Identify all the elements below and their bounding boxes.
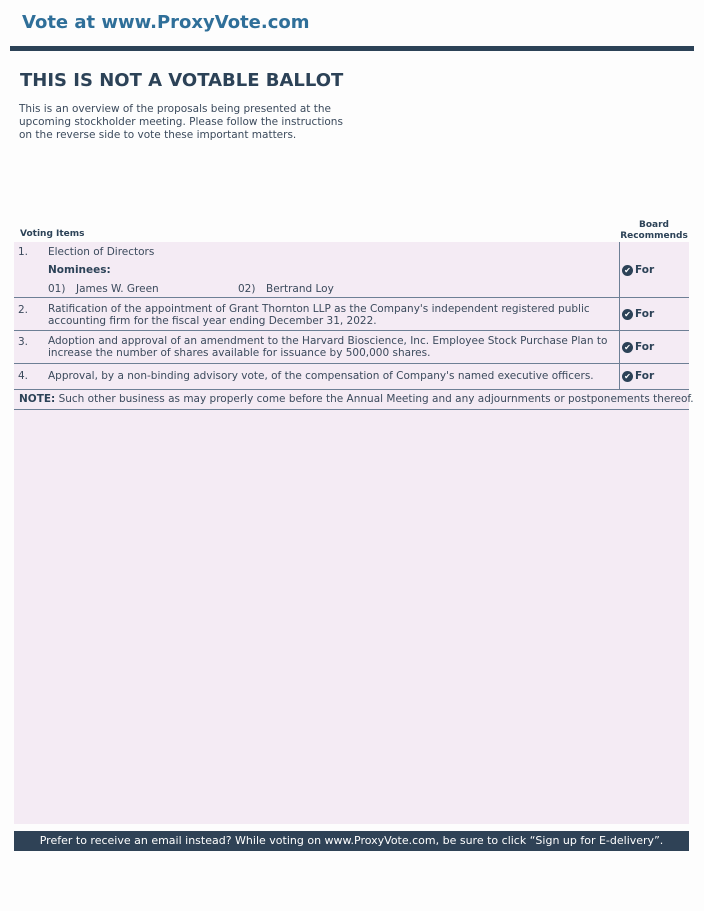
item-3-recommendation	[622, 341, 654, 353]
item-4-recommendation	[622, 370, 654, 382]
nominee-2-number: 02)	[238, 283, 256, 295]
item-3-number: 3.	[18, 336, 29, 348]
row-divider	[14, 363, 689, 364]
header-rule	[10, 46, 694, 51]
note-body: Such other business as may properly come before the Annual Meeting and any adjournments or postponements thereof.	[55, 393, 694, 405]
item-2-rec-label: For	[635, 308, 655, 320]
item-3-rec-label: For	[635, 341, 655, 353]
row-divider	[14, 330, 689, 331]
note-label: NOTE:	[19, 393, 56, 405]
item-1-rec-label: For	[635, 264, 655, 276]
row-divider	[14, 409, 689, 410]
item-2-number: 2.	[18, 304, 29, 316]
item-1-text: Election of Directors	[48, 246, 155, 258]
row-divider	[14, 389, 689, 390]
check-circle-icon: ✔	[622, 371, 633, 382]
board-recommends-line2: Recommends	[620, 231, 688, 241]
nominee-1-name: James W. Green	[76, 283, 159, 295]
check-circle-icon: ✔	[622, 309, 633, 320]
item-1-number: 1.	[18, 246, 29, 258]
item-1-recommendation	[622, 264, 654, 276]
voting-items-header: Voting Items	[20, 229, 85, 239]
nominee-2-name: Bertrand Loy	[266, 283, 334, 295]
nominee-1-number: 01)	[48, 283, 66, 295]
check-circle-icon: ✔	[622, 342, 633, 353]
ballot-heading: THIS IS NOT A VOTABLE BALLOT	[20, 70, 344, 91]
item-2-text: Ratification of the appointment of Grant Thornton LLP as the Company's independent registered public accounting firm for the fiscal year ending December 31, 2022.	[48, 303, 590, 327]
header-title[interactable]: Vote at www.ProxyVote.com	[22, 12, 310, 33]
check-circle-icon: ✔	[622, 265, 633, 276]
item-4-number: 4.	[18, 370, 29, 382]
edelivery-banner: Prefer to receive an email instead? While voting on www.ProxyVote.com, be sure to click “Sign up for E-delivery”.	[14, 831, 689, 851]
intro-text: This is an overview of the proposals being presented at the upcoming stockholder meeting. Please follow the instructions on the reverse side to vote these important matters.	[19, 103, 343, 141]
board-recommends-line1: Board	[639, 220, 669, 230]
nominees-label: Nominees:	[48, 264, 111, 276]
board-recommends-header	[619, 220, 689, 242]
note-text	[19, 393, 694, 405]
item-4-rec-label: For	[635, 370, 655, 382]
item-4-text: Approval, by a non-binding advisory vote, of the compensation of Company's named executive officers.	[48, 370, 594, 382]
item-3-text: Adoption and approval of an amendment to the Harvard Bioscience, Inc. Employee Stock Purchase Plan to increase the number of shares available for issuance by 500,000 shares.	[48, 335, 608, 359]
item-2-recommendation	[622, 308, 654, 320]
recommend-column-divider	[619, 242, 620, 389]
row-divider	[14, 297, 689, 298]
